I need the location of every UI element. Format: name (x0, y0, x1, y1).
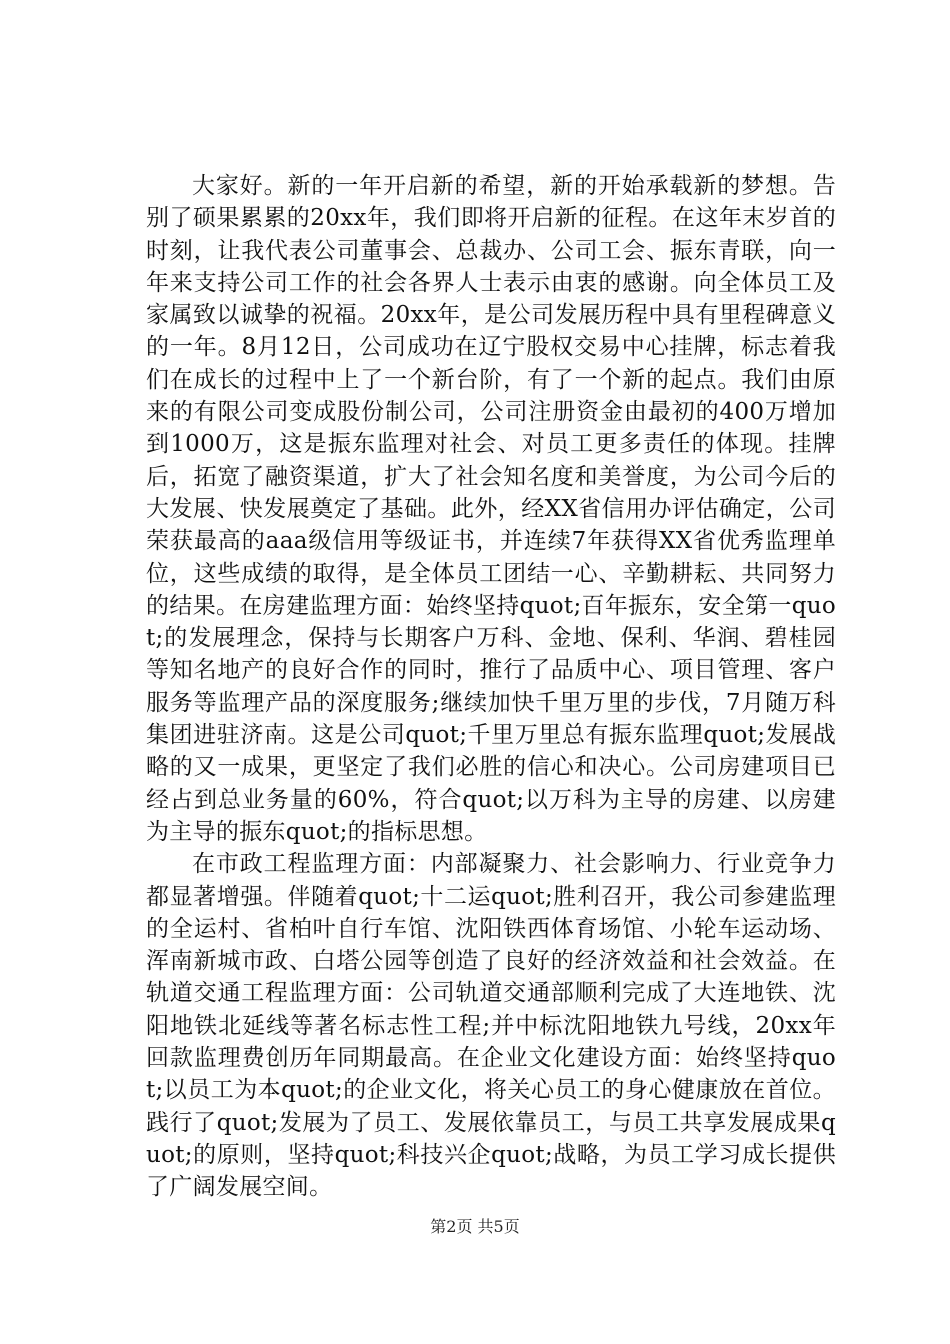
paragraph-2: 在市政工程监理方面：内部凝聚力、社会影响力、行业竞争力都显著增强。伴随着quot;十二运quot;胜利召开，我公司参建监理的全运村、省柏叶自行车馆、沈阳铁西体育场馆、小轮车运动场、浑南新城市政、白塔公园等创造了良好的经济效益和社会效益。在轨道交通工程监理方面：公司轨道交通部顺利完成了大连地铁、沈阳地铁北延线等著名标志性工程;并中标沈阳地铁九号线，20xx年回款监理费创历年同期最高。在企业文化建设方面：始终坚持quot;以员工为本quot;的企业文化，将关心员工的身心健康放在首位。践行了quot;发展为了员工、发展依靠员工，与员工共享发展成果quot;的原则，坚持quot;科技兴企quot;战略，为员工学习成长提供了广阔发展空间。 (146, 851, 836, 1201)
page-footer: 第2页 共5页 (430, 1217, 520, 1236)
paragraph-1: 大家好。新的一年开启新的希望，新的开始承载新的梦想。告别了硕果累累的20xx年，我们即将开启新的征程。在这年末岁首的时刻，让我代表公司董事会、总裁办、公司工会、振东青联，向一年来支持公司工作的社会各界人士表示由衷的感谢。向全体员工及家属致以诚挚的祝福。20xx年，是公司发展历程中具有里程碑意义的一年。8月12日，公司成功在辽宁股权交易中心挂牌，标志着我们在成长的过程中上了一个新台阶，有了一个新的起点。我们由原来的有限公司变成股份制公司，公司注册资金由最初的400万增加到1000万，这是振东监理对社会、对员工更多责任的体现。挂牌后，拓宽了融资渠道，扩大了社会知名度和美誉度，为公司今后的大发展、快发展奠定了基础。此外，经XX省信用办评估确定，公司荣获最高的aaa级信用等级证书，并连续7年获得XX省优秀监理单位，这些成绩的取得，是全体员工团结一心、辛勤耕耘、共同努力的结果。在房建监理方面：始终坚持quot;百年振东，安全第一quot;的发展理念，保持与长期客户万科、金地、保利、华润、碧桂园等知名地产的良好合作的同时，推行了品质中心、项目管理、客户服务等监理产品的深度服务;继续加快千里万里的步伐，7月随万科集团进驻济南。这是公司quot;千里万里总有振东监理quot;发展战略的又一成果，更坚定了我们必胜的信心和决心。公司房建项目已经占到总业务量的60%，符合quot;以万科为主导的房建、以房建为主导的振东quot;的指标思想。 (146, 173, 836, 845)
body-text (146, 170, 836, 1204)
